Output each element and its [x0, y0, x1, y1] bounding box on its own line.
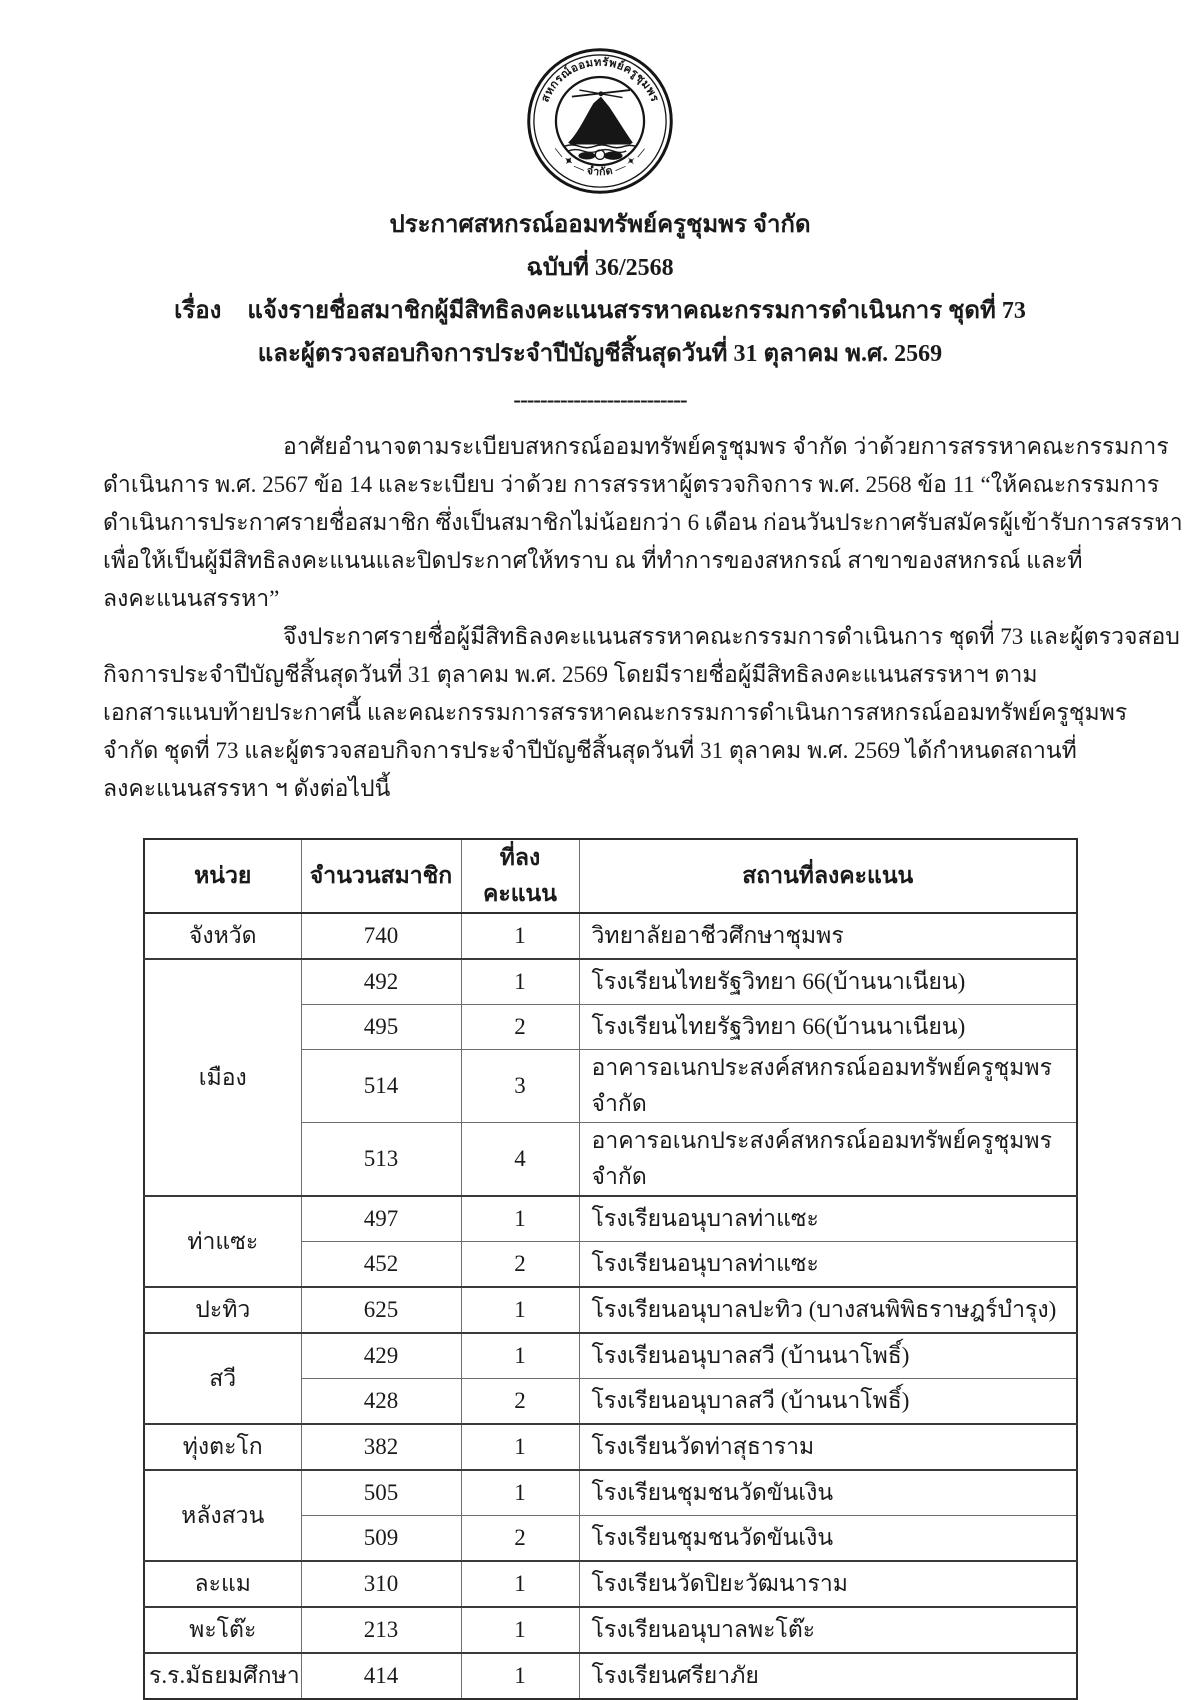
members-cell: 497	[301, 1196, 461, 1242]
unit-cell: ท่าแซะ	[144, 1196, 301, 1287]
members-cell: 429	[301, 1333, 461, 1379]
table-row	[144, 1196, 1077, 1242]
station-cell: 1	[461, 1196, 579, 1242]
unit-cell: ปะทิว	[144, 1287, 301, 1333]
station-cell: 4	[461, 1123, 579, 1197]
unit-cell: สวี	[144, 1333, 301, 1424]
unit-cell: ร.ร.มัธยมศึกษา	[144, 1653, 301, 1699]
seal-arc-top-text: สหกรณ์ออมทรัพย์ครูชุมพร	[539, 56, 661, 104]
location-cell: โรงเรียนอนุบาลสวี (บ้านนาโพธิ์)	[579, 1333, 1077, 1379]
table-row	[144, 913, 1077, 959]
location-cell: โรงเรียนศรียาภัย	[579, 1653, 1077, 1699]
paragraph2-line: จำกัด ชุดที่ 73 และผู้ตรวจสอบกิจการประจำปีบัญชีสิ้นสุดวันที่ 31 ตุลาคม พ.ศ. 2569 ได้กำหนดสถานที่	[103, 738, 1077, 763]
paragraph1-line: ดำเนินการประกาศรายชื่อสมาชิก ซึ่งเป็นสมาชิกไม่น้อยกว่า 6 เดือน ก่อนวันประกาศรับสมัครผู้เข้ารับการสรรหา	[103, 510, 1183, 535]
members-cell: 382	[301, 1424, 461, 1470]
table-row	[144, 1287, 1077, 1333]
members-cell: 492	[301, 959, 461, 1005]
members-cell: 414	[301, 1653, 461, 1699]
subject-line	[0, 290, 1200, 333]
members-cell: 513	[301, 1123, 461, 1197]
subject-text: แจ้งรายชื่อสมาชิกผู้มีสิทธิลงคะแนนสรรหาคณะกรรมการดำเนินการ ชุดที่ 73	[247, 298, 1026, 324]
table-row	[144, 1470, 1077, 1516]
voting-table-body	[144, 913, 1077, 1699]
station-cell: 1	[461, 1287, 579, 1333]
station-cell: 2	[461, 1379, 579, 1425]
location-cell: โรงเรียนชุมชนวัดขันเงิน	[579, 1470, 1077, 1516]
body-text	[103, 428, 1183, 808]
header-unit: หน่วย	[144, 839, 301, 913]
members-cell: 514	[301, 1050, 461, 1123]
unit-cell: พะโต๊ะ	[144, 1607, 301, 1653]
paragraph2-line: จึงประกาศรายชื่อผู้มีสิทธิลงคะแนนสรรหาคณะกรรมการดำเนินการ ชุดที่ 73 และผู้ตรวจสอบ	[283, 624, 1180, 649]
station-cell: 2	[461, 1005, 579, 1050]
location-cell: โรงเรียนไทยรัฐวิทยา 66(บ้านนาเนียน)	[579, 1005, 1077, 1050]
station-cell: 1	[461, 1653, 579, 1699]
unit-cell: เมือง	[144, 959, 301, 1196]
table-row	[144, 959, 1077, 1005]
location-cell: โรงเรียนไทยรัฐวิทยา 66(บ้านนาเนียน)	[579, 959, 1077, 1005]
paragraph2-line: เอกสารแนบท้ายประกาศนี้ และคณะกรรมการสรรหาคณะกรรมการดำเนินการสหกรณ์ออมทรัพย์ครูชุมพร	[103, 700, 1128, 725]
station-cell: 2	[461, 1242, 579, 1288]
location-cell: อาคารอเนกประสงค์สหกรณ์ออมทรัพย์ครูชุมพร จำกัด	[579, 1123, 1077, 1197]
header-location: สถานที่ลงคะแนน	[579, 839, 1077, 913]
location-cell: โรงเรียนวัดท่าสุธาราม	[579, 1424, 1077, 1470]
paragraph1-line: ดำเนินการ พ.ศ. 2567 ข้อ 14 และระเบียบ ว่าด้วย การสรรหาผู้ตรวจกิจการ พ.ศ. 2568 ข้อ 11 “ให้คณะกรรมการ	[103, 472, 1160, 497]
location-cell: โรงเรียนอนุบาลท่าแซะ	[579, 1242, 1077, 1288]
table-row	[144, 1333, 1077, 1379]
mountain-emblem-icon	[564, 90, 635, 160]
location-cell: โรงเรียนชุมชนวัดขันเงิน	[579, 1516, 1077, 1562]
unit-cell: จังหวัด	[144, 913, 301, 959]
location-cell: โรงเรียนอนุบาลพะโต๊ะ	[579, 1607, 1077, 1653]
members-cell: 428	[301, 1379, 461, 1425]
members-cell: 495	[301, 1005, 461, 1050]
members-cell: 452	[301, 1242, 461, 1288]
station-cell: 1	[461, 959, 579, 1005]
station-cell: 1	[461, 1333, 579, 1379]
unit-cell: ละแม	[144, 1561, 301, 1607]
unit-cell: หลังสวน	[144, 1470, 301, 1561]
table-header-row	[144, 839, 1077, 913]
table-row	[144, 1607, 1077, 1653]
subject-label: เรื่อง	[174, 298, 222, 324]
subject-text-line2: และผู้ตรวจสอบกิจการประจำปีบัญชีสิ้นสุดวันที่ 31 ตุลาคม พ.ศ. 2569	[257, 341, 943, 367]
members-cell: 213	[301, 1607, 461, 1653]
paragraph1-line: เพื่อให้เป็นผู้มีสิทธิลงคะแนนและปิดประกาศให้ทราบ ณ ที่ทำการของสหกรณ์ สาขาของสหกรณ์ และที่	[103, 548, 1083, 573]
table-row	[144, 1561, 1077, 1607]
station-cell: 3	[461, 1050, 579, 1123]
station-cell: 2	[461, 1516, 579, 1562]
station-cell: 1	[461, 1424, 579, 1470]
title-block	[0, 204, 1200, 376]
location-cell: โรงเรียนวัดปิยะวัฒนาราม	[579, 1561, 1077, 1607]
members-cell: 509	[301, 1516, 461, 1562]
paragraph2-line: กิจการประจำปีบัญชีสิ้นสุดวันที่ 31 ตุลาคม พ.ศ. 2569 โดยมีรายชื่อผู้มีสิทธิลงคะแนนสรรหาฯ ตาม	[103, 662, 1038, 687]
station-cell: 1	[461, 1561, 579, 1607]
paragraph1-line: อาศัยอำนาจตามระเบียบสหกรณ์ออมทรัพย์ครูชุมพร จำกัด ว่าด้วยการสรรหาคณะกรรมการ	[283, 434, 1169, 459]
document-title: ประกาศสหกรณ์ออมทรัพย์ครูชุมพร จำกัด	[389, 212, 811, 238]
seal-arc-bottom-text: — ✦ — จำกัด — ✦ —	[550, 144, 650, 179]
header-station: ที่ลงคะแนน	[461, 839, 579, 913]
members-cell: 310	[301, 1561, 461, 1607]
table-row	[144, 1424, 1077, 1470]
station-cell: 1	[461, 1607, 579, 1653]
members-cell: 505	[301, 1470, 461, 1516]
station-cell: 1	[461, 913, 579, 959]
location-cell: โรงเรียนอนุบาลท่าแซะ	[579, 1196, 1077, 1242]
table-row	[144, 1653, 1077, 1699]
cooperative-seal-logo	[525, 46, 675, 196]
voting-locations-table	[143, 838, 1078, 1700]
members-cell: 740	[301, 913, 461, 959]
location-cell: โรงเรียนอนุบาลปะทิว (บางสนพิพิธราษฎร์บำรุง)	[579, 1287, 1077, 1333]
document-number: ฉบับที่ 36/2568	[526, 255, 674, 281]
dashed-divider: --------------------------	[513, 387, 687, 412]
header-members: จำนวนสมาชิก	[301, 839, 461, 913]
location-cell: อาคารอเนกประสงค์สหกรณ์ออมทรัพย์ครูชุมพร จำกัด	[579, 1050, 1077, 1123]
station-cell: 1	[461, 1470, 579, 1516]
unit-cell: ทุ่งตะโก	[144, 1424, 301, 1470]
table-header	[144, 839, 1077, 913]
members-cell: 625	[301, 1287, 461, 1333]
location-cell: วิทยาลัยอาชีวศึกษาชุมพร	[579, 913, 1077, 959]
location-cell: โรงเรียนอนุบาลสวี (บ้านนาโพธิ์)	[579, 1379, 1077, 1425]
paragraph1-line: ลงคะแนนสรรหา”	[103, 586, 280, 611]
seal-svg	[525, 46, 675, 196]
paragraph2-line: ลงคะแนนสรรหา ฯ ดังต่อไปนี้	[103, 776, 391, 801]
